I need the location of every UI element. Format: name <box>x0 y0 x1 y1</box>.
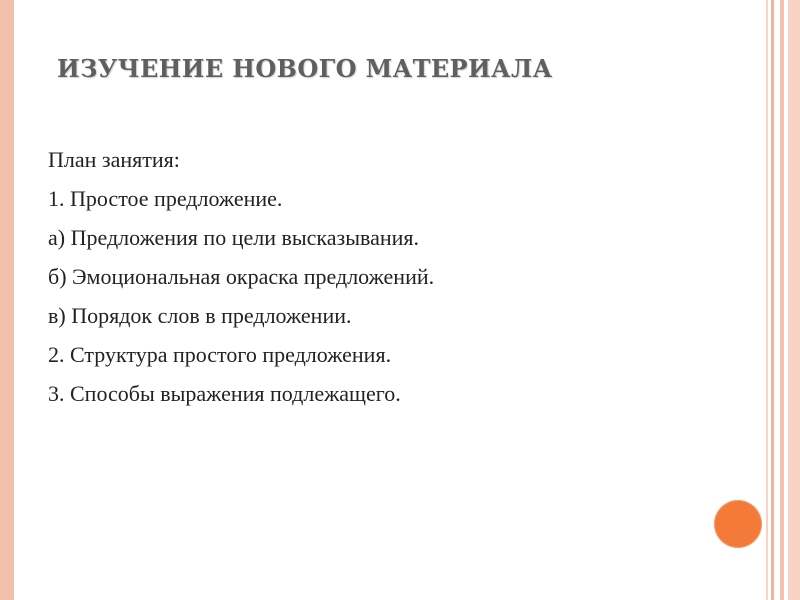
right-decorative-stripes <box>766 0 800 600</box>
list-item-simple-sentence: 1. Простое предложение. <box>48 186 283 211</box>
list-item-word-order: в) Порядок слов в предложении. <box>48 303 352 328</box>
list-item-purpose: а) Предложения по цели высказывания. <box>48 225 420 250</box>
list-item-subject-expression: 3. Способы выражения подлежащего. <box>48 381 401 406</box>
orange-circle-decoration <box>714 500 762 548</box>
lesson-plan-list <box>48 148 728 421</box>
left-accent-bar <box>0 0 14 600</box>
list-item-structure: 2. Структура простого предложения. <box>48 342 392 367</box>
slide-title: ИЗУЧЕНИЕ НОВОГО МАТЕРИАЛА <box>57 54 553 83</box>
list-item-plan-heading: План занятия: <box>48 147 180 172</box>
list-item-emotional-coloring: б) Эмоциональная окраска предложений. <box>48 264 435 289</box>
